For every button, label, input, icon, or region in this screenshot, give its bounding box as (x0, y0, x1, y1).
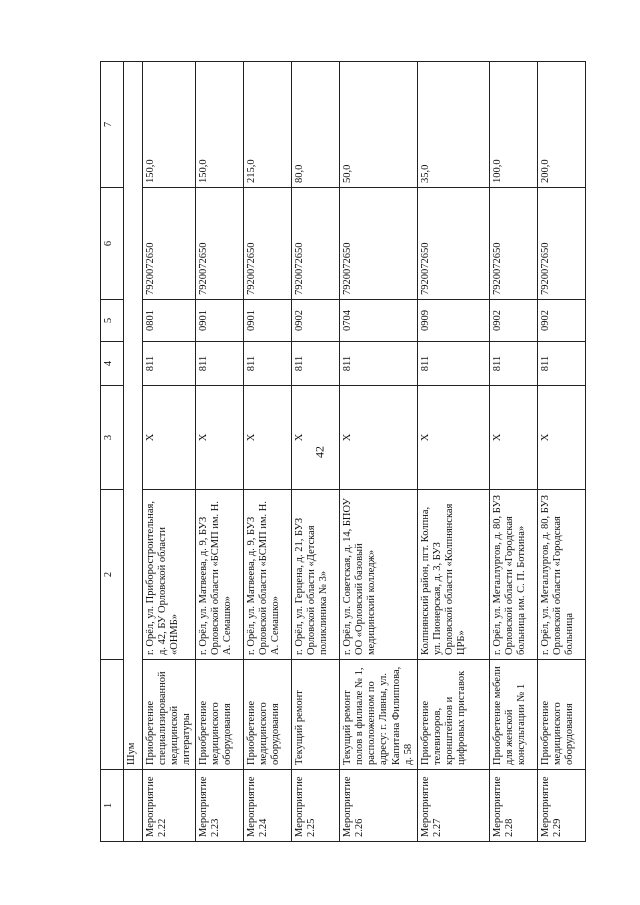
event-cell: Мероприятие 2.23 (196, 770, 244, 842)
amount-cell: 50,0 (340, 62, 417, 188)
table-row (244, 62, 292, 842)
column-number-row (101, 62, 124, 842)
amount-cell: 100,0 (489, 62, 537, 188)
target-cell: 7920072650 (292, 188, 340, 300)
address-cell: г. Орёл, ул. Приборостроительная, д. 42, БУ Орловской области «ОНМБ» (143, 490, 196, 660)
page-number: 42 (312, 446, 327, 458)
address-cell: г. Орёл, ул. Советская, д. 14, БПОУ ОО «Орловский базовый медицинский колледж» (340, 490, 417, 660)
column-number: 1 (101, 770, 124, 842)
mark-cell: Х (340, 386, 417, 490)
code-cell: 811 (340, 342, 417, 386)
code-cell: 811 (244, 342, 292, 386)
amount-cell: 150,0 (143, 62, 196, 188)
code-cell: 811 (143, 342, 196, 386)
event-cell: Мероприятие 2.28 (489, 770, 537, 842)
target-cell: 7920072650 (537, 188, 585, 300)
section-cell: 0901 (244, 300, 292, 342)
section-cell: 0902 (292, 300, 340, 342)
rotated-table-container (100, 62, 575, 842)
section-cell: 0902 (537, 300, 585, 342)
target-cell: 7920072650 (196, 188, 244, 300)
amount-cell: 215,0 (244, 62, 292, 188)
target-cell: 7920072650 (489, 188, 537, 300)
column-number (101, 660, 124, 770)
amount-cell: 200,0 (537, 62, 585, 188)
code-cell: 811 (417, 342, 489, 386)
address-cell: Колпнянский район, пгт. Колпна, ул. Пионерская, д. 3, БУЗ Орловской области «Колпнянская ЦРБ» (417, 490, 489, 660)
table-row (340, 62, 417, 842)
target-cell: 7920072650 (417, 188, 489, 300)
column-number: 7 (101, 62, 124, 188)
mark-cell: Х (417, 386, 489, 490)
mark-cell: Х (244, 386, 292, 490)
column-number: 6 (101, 188, 124, 300)
column-number: 3 (101, 386, 124, 490)
name-cell: Приобретение мебели для женской консультации № 1 (489, 660, 537, 770)
target-cell: 7920072650 (143, 188, 196, 300)
section-spacer (124, 770, 143, 842)
section-cell: 0801 (143, 300, 196, 342)
table-row (143, 62, 196, 842)
code-cell: 811 (537, 342, 585, 386)
table-row (417, 62, 489, 842)
table-row (196, 62, 244, 842)
address-cell: г. Орёл, ул. Металлургов, д. 80, БУЗ Орловской области «Городская больница им. С. П. Боткина» (489, 490, 537, 660)
code-cell: 811 (196, 342, 244, 386)
table-row (292, 62, 340, 842)
name-cell: Приобретение медицинского оборудования (537, 660, 585, 770)
table-row (489, 62, 537, 842)
address-cell: г. Орёл, ул. Матвеева, д. 9, БУЗ Орловской области «БСМП им. Н. А. Семашко» (196, 490, 244, 660)
section-cell: 0901 (196, 300, 244, 342)
section-cell: 0902 (489, 300, 537, 342)
name-cell: Текущий ремонт (292, 660, 340, 770)
mark-cell: Х (292, 386, 340, 490)
mark-cell: Х (537, 386, 585, 490)
code-cell: 811 (489, 342, 537, 386)
event-cell: Мероприятие 2.22 (143, 770, 196, 842)
code-cell: 811 (292, 342, 340, 386)
name-cell: Приобретение медицинского оборудования (196, 660, 244, 770)
name-cell: Текущий ремонт полов в филиале № 1, расположенном по адресу: г. Ливны, ул. Капитана Филиппова, д. 58 (340, 660, 417, 770)
address-cell: г. Орёл, ул. Герцена, д. 21, БУЗ Орловской области «Детская поликлиника № 3» (292, 490, 340, 660)
mark-cell: Х (143, 386, 196, 490)
section-title: Шум (124, 62, 143, 770)
event-cell: Мероприятие 2.29 (537, 770, 585, 842)
event-cell: Мероприятие 2.25 (292, 770, 340, 842)
table-row (537, 62, 585, 842)
column-number: 4 (101, 342, 124, 386)
address-cell: г. Орёл, ул. Матвеева, д. 9, БУЗ Орловской области «БСМП им. Н. А. Семашко» (244, 490, 292, 660)
address-cell: г. Орёл, ул. Металлургов, д. 80, БУЗ Орловской области «Городская больница (537, 490, 585, 660)
section-row (124, 62, 143, 842)
name-cell: Приобретение специализированной медицинской литературы (143, 660, 196, 770)
mark-cell: Х (196, 386, 244, 490)
event-cell: Мероприятие 2.27 (417, 770, 489, 842)
name-cell: Приобретение медицинского оборудования (244, 660, 292, 770)
target-cell: 7920072650 (244, 188, 292, 300)
section-cell: 0909 (417, 300, 489, 342)
amount-cell: 150,0 (196, 62, 244, 188)
name-cell: Приобретение телевизоров, кронштейнов и цифровых приставок (417, 660, 489, 770)
budget-table (100, 61, 586, 842)
event-cell: Мероприятие 2.24 (244, 770, 292, 842)
amount-cell: 35,0 (417, 62, 489, 188)
target-cell: 7920072650 (340, 188, 417, 300)
amount-cell: 80,0 (292, 62, 340, 188)
column-number: 2 (101, 490, 124, 660)
column-number: 5 (101, 300, 124, 342)
event-cell: Мероприятие 2.26 (340, 770, 417, 842)
mark-cell: Х (489, 386, 537, 490)
section-cell: 0704 (340, 300, 417, 342)
